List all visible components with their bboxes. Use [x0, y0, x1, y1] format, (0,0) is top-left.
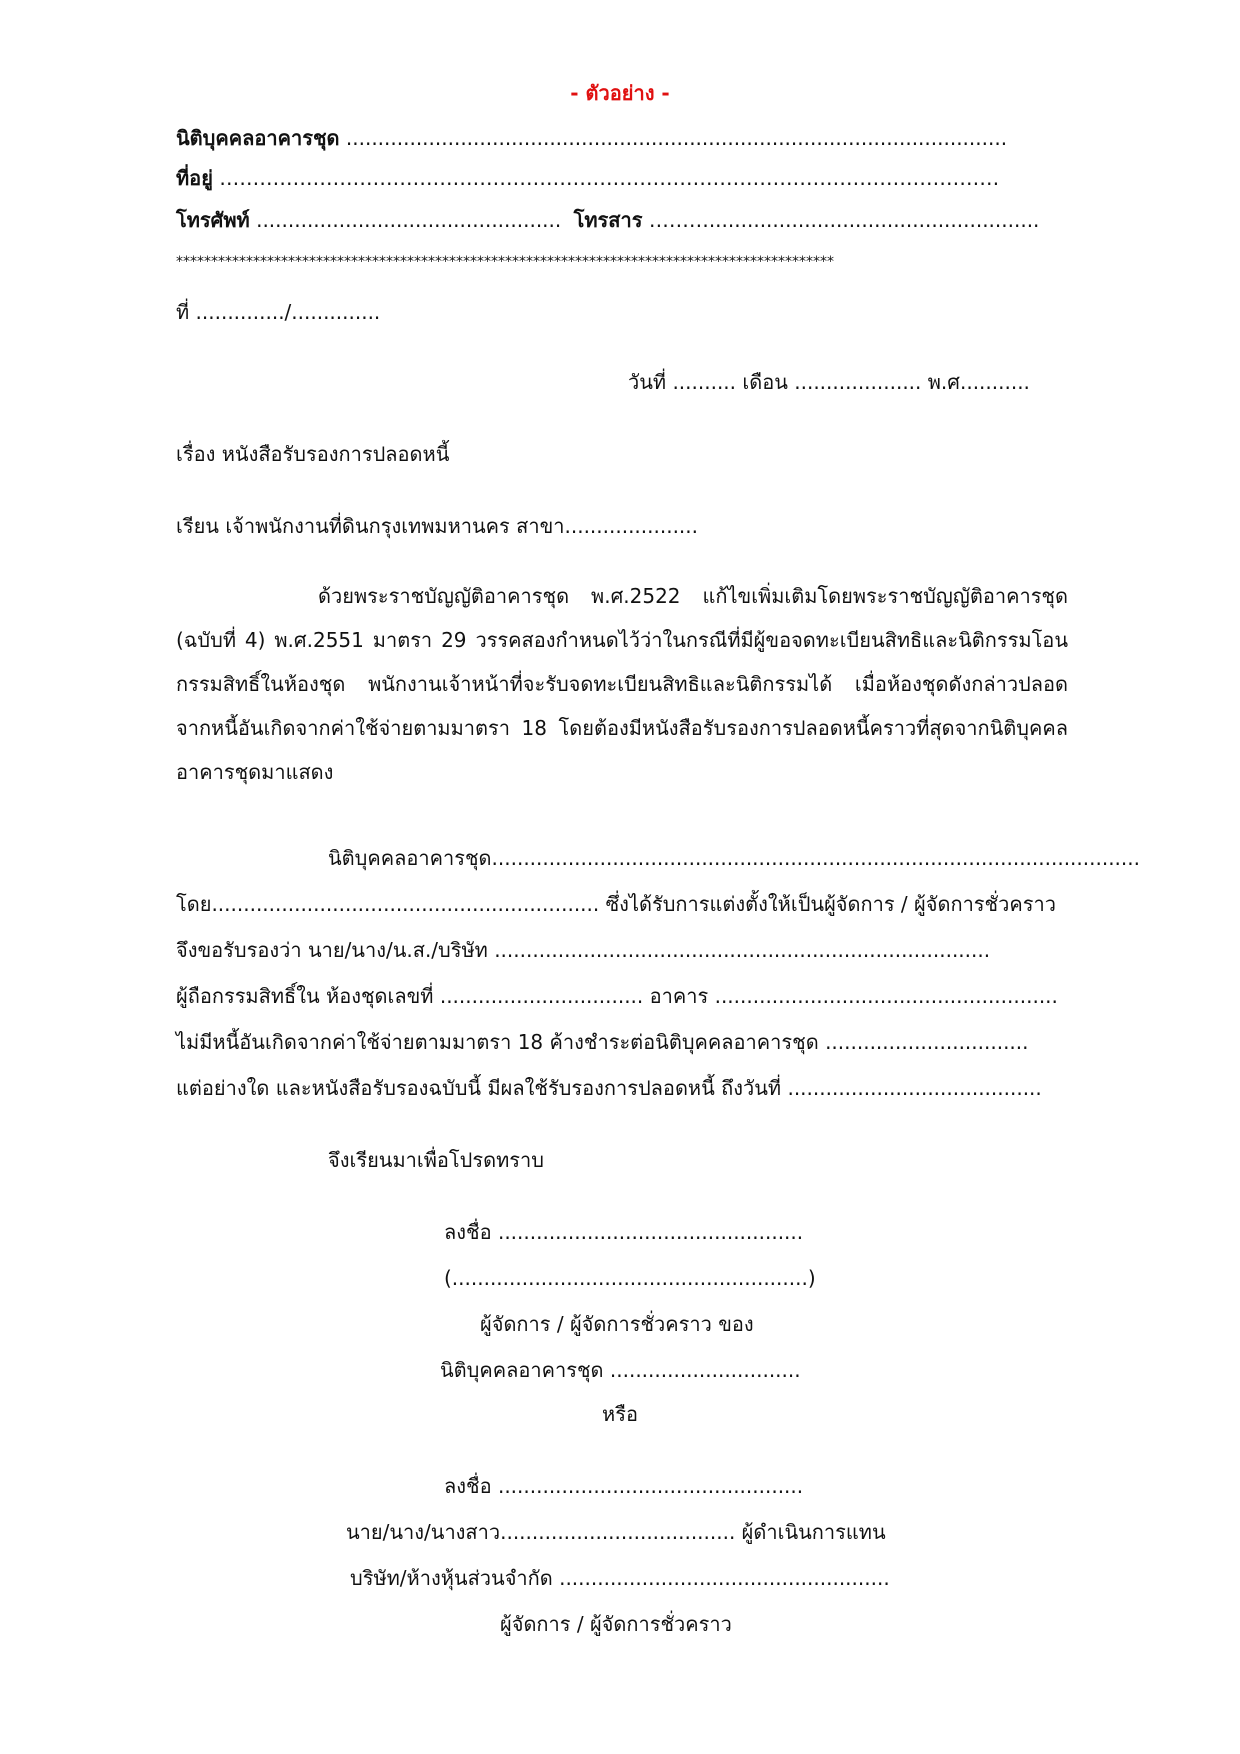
address-header-line	[176, 164, 999, 192]
reference-number: ที่ ............../..............	[176, 300, 381, 324]
signature1-org: นิติบุคคลอาคารชุด ..............................	[440, 1358, 801, 1382]
body-text: ด้วยพระราชบัญญัติอาคารชุด พ.ศ.2522 แก้ไขเพิ่มเติมโดยพระราชบัญญัติอาคารชุด (ฉบับที่ 4) พ.ศ.2551 มาตรา 29 วรรคสองกำหนดไว้ว่าในกรณีที่มีผู้ขอจดทะเบียนสิทธิและนิติกรรมโอนกรรมสิทธิ์ในห้องชุด พนักงานเจ้าหน้าที่จะรับจดทะเบียนสิทธิและนิติกรรมได้ เมื่อห้องชุดดังกล่าวปลอดจากหนี้อันเกิดจากค่าใช้จ่ายตามมาตรา 18 โดยต้องมีหนังสือรับรองการปลอดหนี้คราวที่สุดจากนิติบุคคลอาคารชุดมาแสดง	[176, 584, 1068, 784]
signature1-title: ผู้จัดการ / ผู้จัดการชั่วคราว ของ	[480, 1312, 754, 1336]
document-date: วันที่ .......... เดือน .................... พ.ศ...........	[628, 370, 1030, 394]
signature1-name: (........................................................)	[444, 1266, 816, 1290]
address-label: ที่อยู่	[176, 166, 213, 190]
signature2-sign: ลงชื่อ ................................................	[444, 1474, 804, 1498]
cert-no-debt-line: ไม่มีหนี้อันเกิดจากค่าใช้จ่ายตามมาตรา 18 ค้างชำระต่อนิติบุคคลอาคารชุด ................................	[176, 1030, 1029, 1054]
sample-label: - ตัวอย่าง -	[570, 81, 670, 105]
or-label: หรือ	[602, 1402, 638, 1426]
body-paragraph	[176, 574, 1068, 794]
cert-unit-line: ผู้ถือกรรมสิทธิ์ใน ห้องชุดเลขที่ ................................ อาคาร ......................................................	[176, 984, 1058, 1008]
signature2-company: บริษัท/ห้างหุ้นส่วนจำกัด ....................................................	[350, 1566, 890, 1590]
closing-line: จึงเรียนมาเพื่อโปรดทราบ	[328, 1148, 544, 1172]
signature1-sign: ลงชื่อ ................................................	[444, 1220, 804, 1244]
fax-blank: ………....................................................	[648, 208, 1040, 232]
cert-org-line: นิติบุคคลอาคารชุด......................................................................................................	[328, 846, 1140, 870]
signature2-name: นาย/นาง/นางสาว..................................... ผู้ดำเนินการแทน	[346, 1520, 886, 1544]
fax-label: โทรสาร	[573, 208, 643, 232]
cert-by-line: โดย............................................................. ซึ่งได้รับการแต่งตั้งให้เป็นผู้จัดการ / ผู้จัดการชั่วคราว	[176, 892, 1056, 916]
cert-validity-line: แต่อย่างใด และหนังสือรับรองฉบับนี้ มีผลใช้รับรองการปลอดหนี้ ถึงวันที่ ........................................	[176, 1076, 1042, 1100]
cert-owner-line: จึงขอรับรองว่า นาย/นาง/น.ส./บริษัท ..............................................................................	[176, 938, 991, 962]
phone-label: โทรศัพท์	[176, 208, 250, 232]
recipient-line: เรียน เจ้าพนักงานที่ดินกรุงเทพมหานคร สาขา.....................	[176, 514, 699, 538]
org-header-line	[176, 124, 1007, 152]
header-separator: **********************************************************************************************	[176, 254, 834, 270]
org-label: นิติบุคคลอาคารชุด	[176, 126, 340, 150]
signature2-title: ผู้จัดการ / ผู้จัดการชั่วคราว	[500, 1612, 732, 1636]
subject-line: เรื่อง หนังสือรับรองการปลอดหนี้	[176, 442, 450, 466]
phone-blank: ................................................	[256, 208, 562, 232]
address-blank: ………………………………………………………………………………………………………	[219, 166, 1000, 190]
contact-header-line	[176, 206, 1039, 234]
org-blank: ........................................................................................................	[345, 126, 1008, 150]
